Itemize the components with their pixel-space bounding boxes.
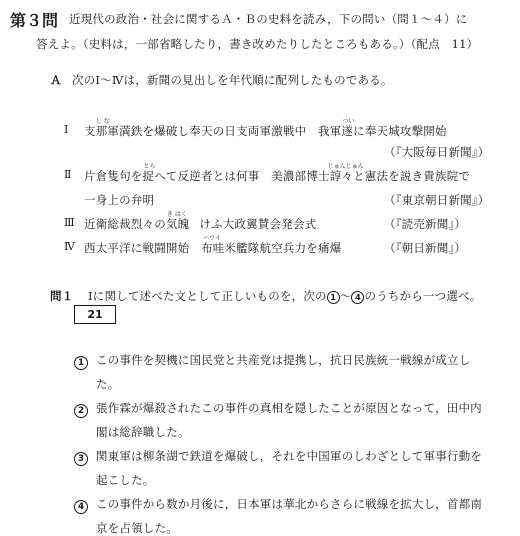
choice-4-line-1: この事件から数か月後に，日本軍は華北からさらに戦線を拡大し，首都南 <box>96 497 483 511</box>
choice-4[interactable] <box>74 496 88 515</box>
headline-4-number: Ⅳ <box>64 240 76 253</box>
headline-1-mid: 軍満鉄を爆破し奉天の日支両軍激戦中 我軍 <box>107 124 342 138</box>
headline-2-line-2: 一身上の弁明 <box>84 193 155 207</box>
headline-1-number: Ⅰ <box>64 123 69 136</box>
headline-2-number: Ⅱ <box>64 168 72 181</box>
choice-1-line-2: た。 <box>96 377 120 391</box>
headline-1-ruby: し な <box>95 118 110 125</box>
question-text <box>88 288 481 304</box>
headline-1-ruby-2: つい <box>342 118 355 125</box>
question-pre: Ⅰに関して述べた文として正しいものを，次の <box>88 289 327 303</box>
choice-3[interactable] <box>74 448 88 467</box>
headline-2-mid: へて反逆者とは何事 美濃部博士 <box>154 169 330 183</box>
headline-1-source: （『大阪毎日新聞』） <box>384 145 490 159</box>
choice-4-line-2: 京を占領した。 <box>96 521 178 535</box>
header-line-1: 近現代の政治・社会に関するＡ・Ｂの史料を読み，下の問い（問１～４）に <box>69 12 468 26</box>
headline-4-source: （『朝日新聞』） <box>384 241 467 255</box>
headline-4-mid: 米艦隊航空兵力を痛爆 <box>224 241 342 255</box>
choice-ref-1-icon: 1 <box>327 291 340 304</box>
headline-2-post: と憲法を説き貴族院で <box>353 169 471 183</box>
question-post: のうちから一つ選べ。 <box>364 289 482 303</box>
section-a-label: Ａ <box>50 73 62 87</box>
headline-2-ruby-2: じゅんじゅん <box>327 163 364 170</box>
headline-2-ruby-word-2: 諄々 <box>329 169 354 183</box>
headline-3-source: （『読売新聞』） <box>384 217 467 231</box>
headline-1-text <box>84 118 447 139</box>
choice-ref-4-icon: 4 <box>351 291 364 304</box>
headline-1-pre: 支 <box>84 124 96 138</box>
choice-3-line-1: 関東軍は柳条湖で鉄道を爆破し，それを中国軍のしわざとして軍事行動を <box>96 449 483 463</box>
headline-3-number: Ⅲ <box>64 216 75 229</box>
headline-1-ruby-word-2: 遂 <box>341 124 354 138</box>
headline-4-ruby: ハワイ <box>203 235 221 242</box>
choice-2[interactable] <box>74 400 88 419</box>
choice-2-line-2: 閣は総辞職した。 <box>96 425 190 439</box>
header-line-2: 答えよ。（史料は，一部省略したり，書き改めたりしたところもある。）（配点 11） <box>36 37 479 51</box>
headline-3-ruby: き はく <box>166 211 187 218</box>
headline-2-ruby: とら <box>143 163 156 170</box>
headline-2-ruby-word: 捉 <box>142 169 155 183</box>
headline-2-pre: 片倉隻句を <box>84 169 143 183</box>
headline-3-pre: 近衛総裁烈々の <box>84 217 166 231</box>
question-tilde: ～ <box>339 289 352 303</box>
headline-4-ruby-word: 布哇 <box>201 241 225 255</box>
choice-4-number-icon: 4 <box>74 500 88 514</box>
choice-2-number-icon: 2 <box>74 404 88 418</box>
choice-3-line-2: 起こした。 <box>96 473 155 487</box>
headline-4-text <box>84 235 342 256</box>
section-a-intro: 次のⅠ～Ⅳは，新聞の見出しを年代順に配列したものである。 <box>72 73 393 87</box>
headline-1-post: に奉天城攻撃開始 <box>353 124 447 138</box>
choice-1-number-icon: 1 <box>74 356 88 370</box>
headline-2-source: （『東京朝日新聞』） <box>384 193 490 207</box>
choice-1[interactable] <box>74 352 88 371</box>
choice-3-number-icon: 3 <box>74 452 88 466</box>
question-number: 第３問 <box>10 11 59 30</box>
headline-4-pre: 西太平洋に戦闘開始 <box>84 241 201 255</box>
headline-3-mid: けふ大政翼賛会発会式 <box>199 217 317 231</box>
headline-3-text <box>84 211 317 232</box>
choice-1-line-1: この事件を契機に国民党と共産党は提携し，抗日民族統一戦線が成立し <box>96 353 471 367</box>
headline-1-ruby-word: 那 <box>95 124 108 138</box>
question-label: 問１ <box>50 289 74 303</box>
choice-2-line-1: 張作霖が爆殺されたこの事件の真相を隠したことが原因となって，田中内 <box>96 401 482 415</box>
headline-3-ruby-word: 気魄 <box>165 217 190 231</box>
answer-box[interactable]: 21 <box>74 305 116 324</box>
headline-2-text <box>84 163 471 184</box>
